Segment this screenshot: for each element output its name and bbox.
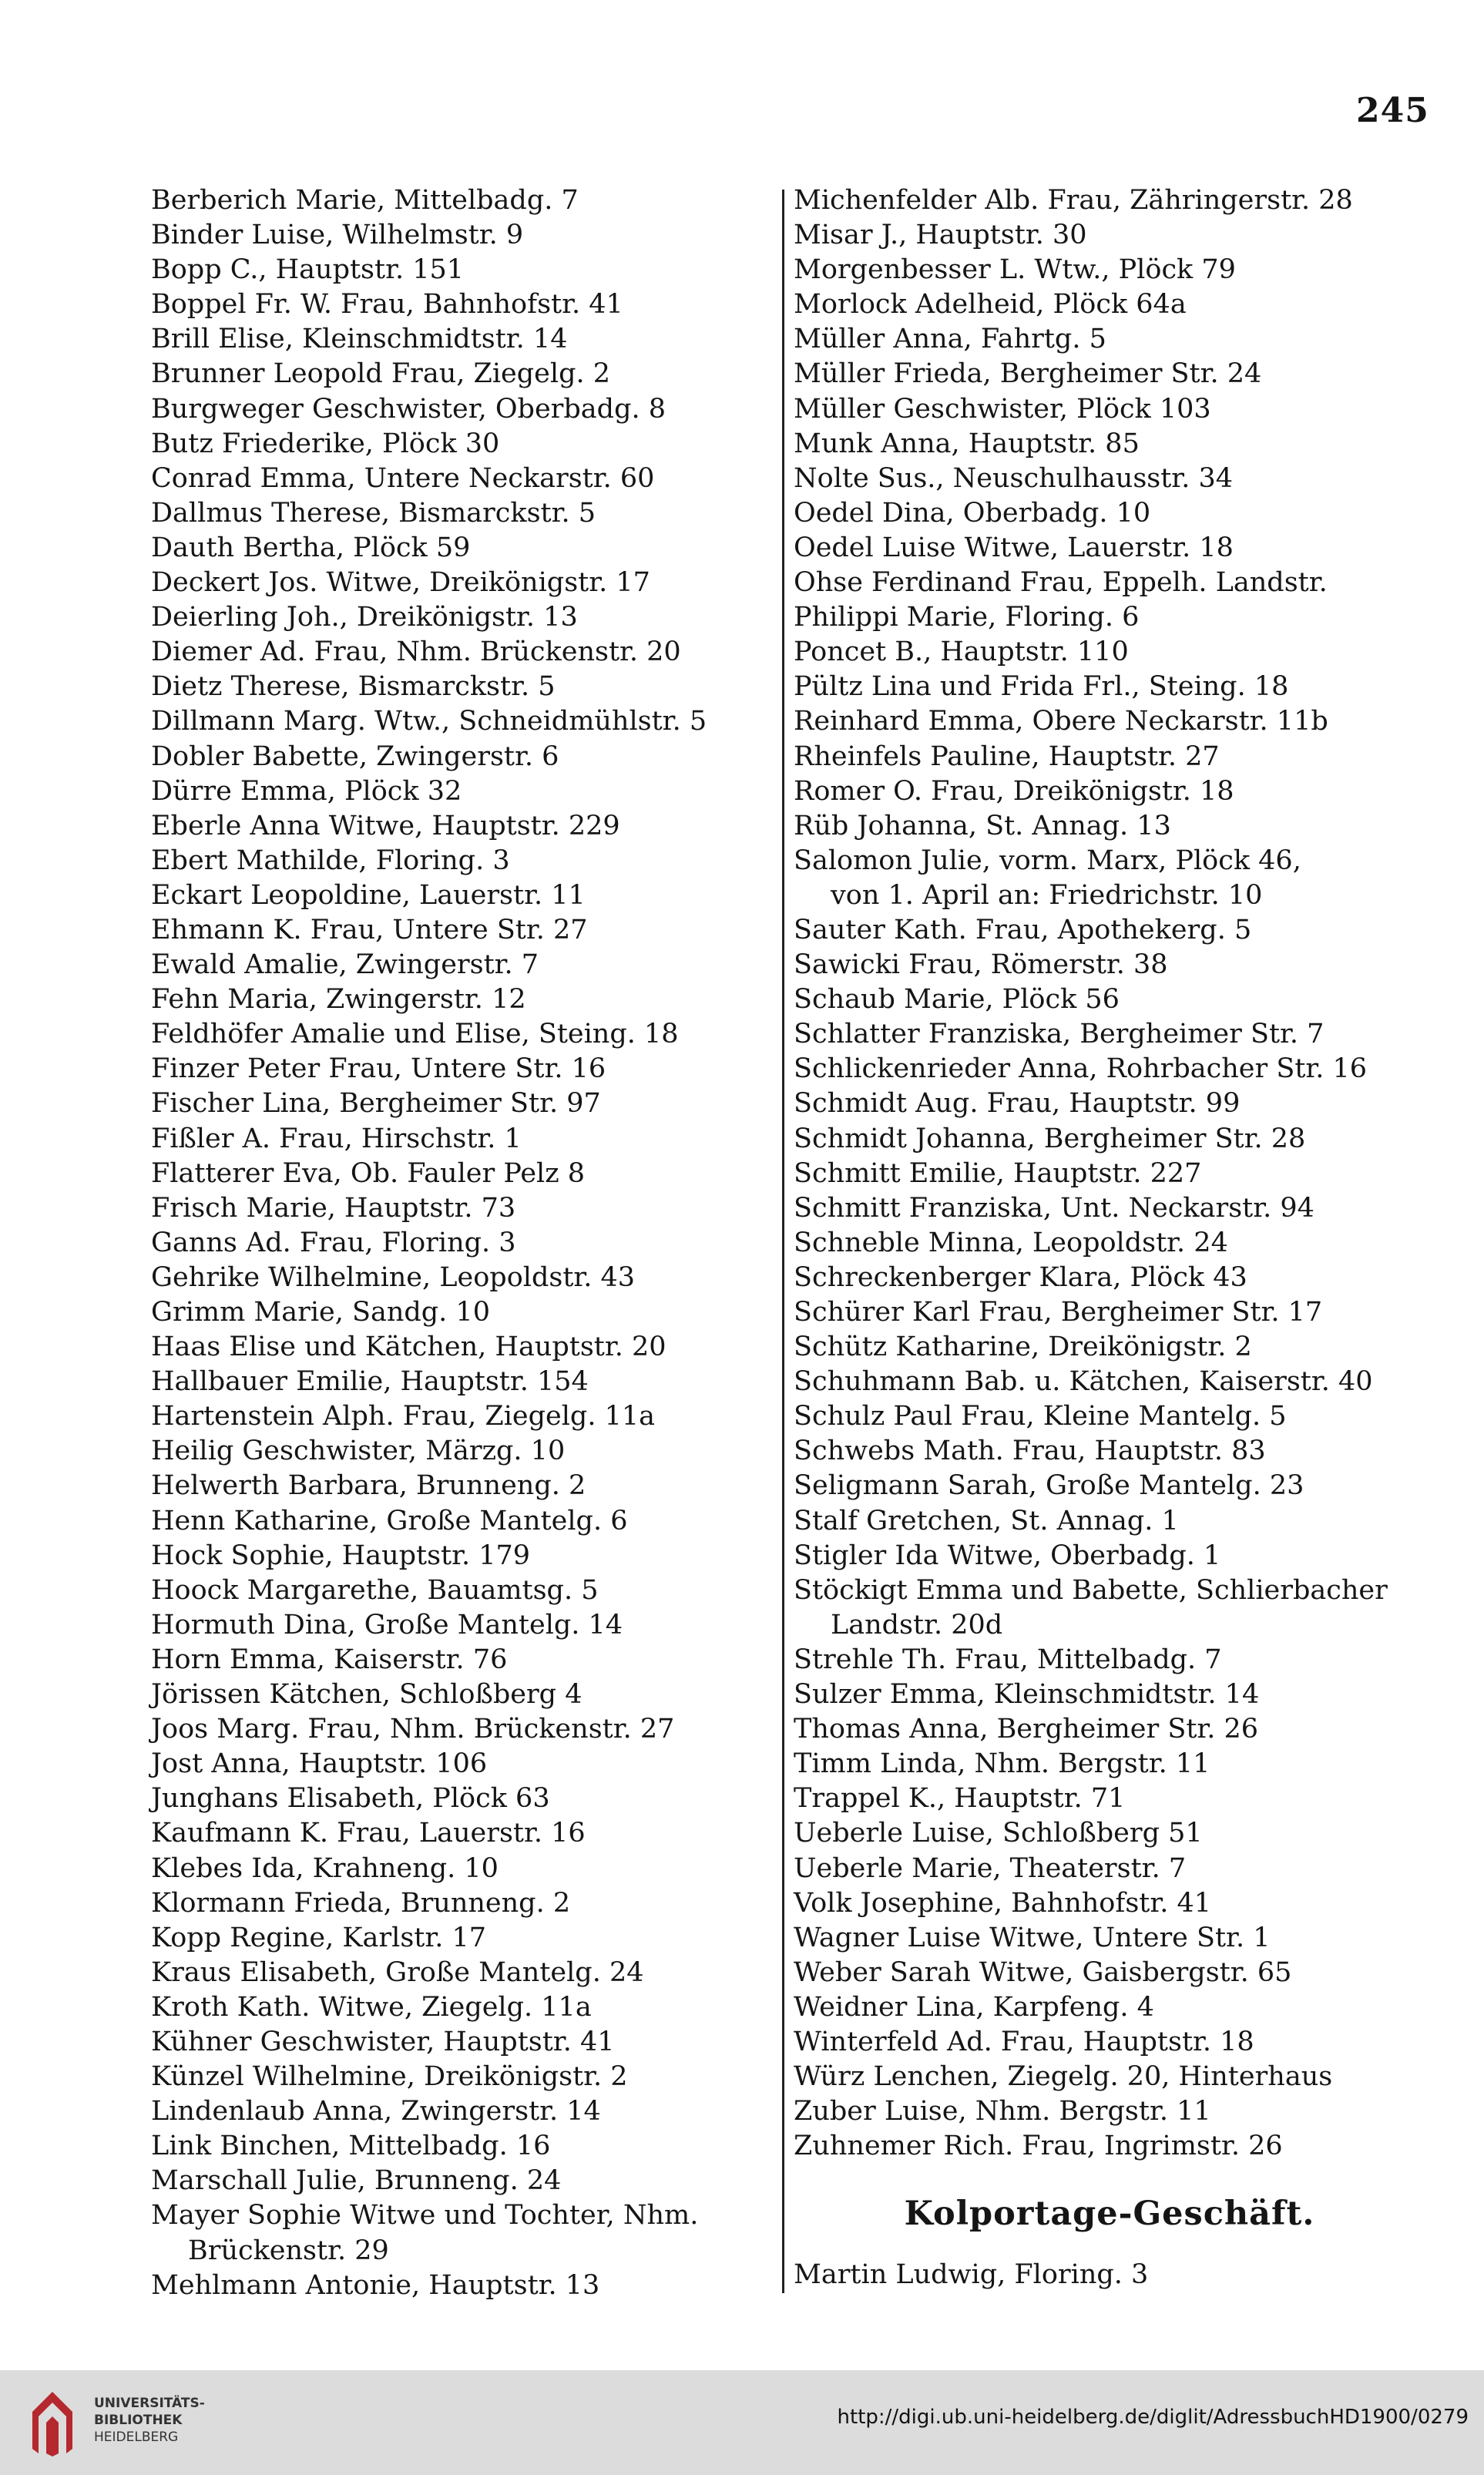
- list-item: Schmitt Emilie, Hauptstr. 227: [794, 1157, 1202, 1189]
- list-item: Klebes Ida, Krahneng. 10: [151, 1852, 499, 1884]
- list-item: Flatterer Eva, Ob. Fauler Pelz 8: [151, 1157, 586, 1189]
- list-item: Salomon Julie, vorm. Marx, Plöck 46,: [794, 845, 1301, 876]
- list-item: Grimm Marie, Sandg. 10: [151, 1297, 490, 1328]
- list-item: Brunner Leopold Frau, Ziegelg. 2: [151, 358, 611, 390]
- list-item: Ehmann K. Frau, Untere Str. 27: [151, 914, 588, 945]
- list-item: Sulzer Emma, Kleinschmidtstr. 14: [794, 1679, 1260, 1711]
- list-item: Munk Anna, Hauptstr. 85: [794, 428, 1140, 459]
- list-item: Diemer Ad. Frau, Nhm. Brückenstr. 20: [151, 636, 681, 668]
- list-item: Schaub Marie, Plöck 56: [794, 984, 1120, 1016]
- section-entry: Martin Ludwig, Floring. 3: [794, 2259, 1149, 2290]
- list-item: Burgweger Geschwister, Oberbadg. 8: [151, 393, 666, 425]
- list-item: Schulz Paul Frau, Kleine Mantelg. 5: [794, 1401, 1287, 1432]
- list-item: Gehrike Wilhelmine, Leopoldstr. 43: [151, 1261, 636, 1293]
- list-item: Feldhöfer Amalie und Elise, Steing. 18: [151, 1019, 679, 1050]
- list-item: Hallbauer Emilie, Hauptstr. 154: [151, 1366, 589, 1398]
- list-item: Pültz Lina und Frida Frl., Steing. 18: [794, 671, 1289, 703]
- list-item: Jost Anna, Hauptstr. 106: [151, 1748, 488, 1780]
- list-item: Deierling Joh., Dreikönigstr. 13: [151, 602, 578, 633]
- list-item: Stigler Ida Witwe, Oberbadg. 1: [794, 1540, 1221, 1571]
- list-item: Ueberle Marie, Theaterstr. 7: [794, 1852, 1187, 1884]
- list-item: Eckart Leopoldine, Lauerstr. 11: [151, 879, 586, 911]
- library-name: [94, 2395, 205, 2446]
- list-item: Zuhnemer Rich. Frau, Ingrimstr. 26: [794, 2131, 1283, 2162]
- list-item: Hock Sophie, Hauptstr. 179: [151, 1540, 531, 1571]
- list-item: Reinhard Emma, Obere Neckarstr. 11b: [794, 706, 1328, 737]
- list-item: Henn Katharine, Große Mantelg. 6: [151, 1505, 628, 1536]
- list-item: Oedel Luise Witwe, Lauerstr. 18: [794, 532, 1234, 563]
- list-item: Conrad Emma, Untere Neckarstr. 60: [151, 462, 655, 494]
- list-item: Horn Emma, Kaiserstr. 76: [151, 1644, 508, 1675]
- list-item: Rüb Johanna, St. Annag. 13: [794, 810, 1171, 841]
- list-item: Oedel Dina, Oberbadg. 10: [794, 497, 1151, 529]
- list-item: Würz Lenchen, Ziegelg. 20, Hinterhaus: [794, 2061, 1333, 2093]
- list-item: Boppel Fr. W. Frau, Bahnhofstr. 41: [151, 289, 623, 321]
- list-item: Dobler Babette, Zwingerstr. 6: [151, 740, 559, 772]
- list-item: Philippi Marie, Floring. 6: [794, 602, 1140, 633]
- list-item: Morlock Adelheid, Plöck 64a: [794, 289, 1187, 321]
- list-item: Fißler A. Frau, Hirschstr. 1: [151, 1123, 522, 1154]
- list-item: Mehlmann Antonie, Hauptstr. 13: [151, 2269, 600, 2301]
- list-item: Berberich Marie, Mittelbadg. 7: [151, 185, 579, 216]
- list-item: Thomas Anna, Bergheimer Str. 26: [794, 1714, 1259, 1745]
- page-number: 245: [1356, 91, 1429, 130]
- list-item: Schuhmann Bab. u. Kätchen, Kaiserstr. 40: [794, 1366, 1373, 1398]
- list-item: Kopp Regine, Karlstr. 17: [151, 1922, 487, 1953]
- list-item: Nolte Sus., Neuschulhausstr. 34: [794, 462, 1233, 494]
- list-item: Hormuth Dina, Große Mantelg. 14: [151, 1609, 623, 1640]
- list-item: Binder Luise, Wilhelmstr. 9: [151, 220, 524, 251]
- list-item: Timm Linda, Nhm. Bergstr. 11: [794, 1748, 1210, 1780]
- list-item: Schmitt Franziska, Unt. Neckarstr. 94: [794, 1192, 1314, 1224]
- list-item: Volk Josephine, Bahnhofstr. 41: [794, 1887, 1212, 1919]
- list-item: von 1. April an: Friedrichstr. 10: [831, 879, 1263, 911]
- list-item: Müller Frieda, Bergheimer Str. 24: [794, 358, 1262, 390]
- list-item: Kaufmann K. Frau, Lauerstr. 16: [151, 1818, 586, 1849]
- source-url-link[interactable]: http://digi.ub.uni-heidelberg.de/diglit/AdressbuchHD1900/0279: [837, 2406, 1469, 2429]
- list-item: Bopp C., Hauptstr. 151: [151, 254, 465, 286]
- list-item: Michenfelder Alb. Frau, Zähringerstr. 28: [794, 185, 1353, 216]
- list-item: Seligmann Sarah, Große Mantelg. 23: [794, 1470, 1304, 1502]
- list-item: Künzel Wilhelmine, Dreikönigstr. 2: [151, 2061, 628, 2093]
- list-item: Schütz Katharine, Dreikönigstr. 2: [794, 1332, 1252, 1363]
- footer-bar: [0, 2370, 1484, 2475]
- list-item: Landstr. 20d: [831, 1609, 1003, 1640]
- list-item: Haas Elise und Kätchen, Hauptstr. 20: [151, 1332, 666, 1363]
- list-item: Fehn Maria, Zwingerstr. 12: [151, 984, 526, 1016]
- list-item: Stalf Gretchen, St. Annag. 1: [794, 1505, 1179, 1536]
- column-divider: [782, 190, 784, 2293]
- left-column: [151, 183, 767, 2303]
- list-item: Brückenstr. 29: [188, 2235, 389, 2266]
- list-item: Morgenbesser L. Wtw., Plöck 79: [794, 254, 1236, 286]
- library-logo-icon: [17, 2387, 88, 2458]
- list-item: Schlickenrieder Anna, Rohrbacher Str. 16: [794, 1053, 1368, 1085]
- list-item: Helwerth Barbara, Brunneng. 2: [151, 1470, 586, 1502]
- list-item: Brill Elise, Kleinschmidtstr. 14: [151, 324, 568, 355]
- list-item: Schneble Minna, Leopoldstr. 24: [794, 1227, 1228, 1258]
- list-item: Misar J., Hauptstr. 30: [794, 220, 1087, 251]
- list-item: Strehle Th. Frau, Mittelbadg. 7: [794, 1644, 1222, 1675]
- list-item: Poncet B., Hauptstr. 110: [794, 636, 1129, 668]
- library-name-line-2: BIBLIOTHEK: [94, 2413, 183, 2428]
- section-heading: Kolportage-Geschäft.: [904, 2195, 1315, 2233]
- list-item: Lindenlaub Anna, Zwingerstr. 14: [151, 2096, 601, 2127]
- list-item: Schmidt Johanna, Bergheimer Str. 28: [794, 1123, 1306, 1154]
- list-item: Joos Marg. Frau, Nhm. Brückenstr. 27: [151, 1714, 675, 1745]
- list-item: Mayer Sophie Witwe und Tochter, Nhm.: [151, 2200, 699, 2232]
- list-item: Schürer Karl Frau, Bergheimer Str. 17: [794, 1297, 1323, 1328]
- list-item: Kraus Elisabeth, Große Mantelg. 24: [151, 1956, 644, 1988]
- list-item: Ebert Mathilde, Floring. 3: [151, 845, 510, 876]
- list-item: Fischer Lina, Bergheimer Str. 97: [151, 1088, 601, 1120]
- list-item: Dillmann Marg. Wtw., Schneidmühlstr. 5: [151, 706, 707, 737]
- list-item: Dauth Bertha, Plöck 59: [151, 532, 471, 563]
- list-item: Weidner Lina, Karpfeng. 4: [794, 1991, 1154, 2023]
- list-item: Kroth Kath. Witwe, Ziegelg. 11a: [151, 1991, 592, 2023]
- list-item: Schlatter Franziska, Bergheimer Str. 7: [794, 1019, 1325, 1050]
- list-item: Kühner Geschwister, Hauptstr. 41: [151, 2026, 615, 2057]
- list-item: Link Binchen, Mittelbadg. 16: [151, 2131, 551, 2162]
- list-item: Ueberle Luise, Schloßberg 51: [794, 1818, 1203, 1849]
- library-name-line-3: HEIDELBERG: [94, 2430, 179, 2445]
- list-item: Romer O. Frau, Dreikönigstr. 18: [794, 775, 1234, 807]
- list-item: Wagner Luise Witwe, Untere Str. 1: [794, 1922, 1271, 1953]
- list-item: Klormann Frieda, Brunneng. 2: [151, 1887, 571, 1919]
- list-item: Finzer Peter Frau, Untere Str. 16: [151, 1053, 606, 1085]
- right-column: [794, 183, 1410, 2164]
- list-item: Dietz Therese, Bismarckstr. 5: [151, 671, 556, 703]
- list-item: Winterfeld Ad. Frau, Hauptstr. 18: [794, 2026, 1254, 2057]
- list-item: Heilig Geschwister, Märzg. 10: [151, 1436, 566, 1467]
- list-item: Sawicki Frau, Römerstr. 38: [794, 949, 1168, 981]
- list-item: Müller Geschwister, Plöck 103: [794, 393, 1211, 425]
- list-item: Deckert Jos. Witwe, Dreikönigstr. 17: [151, 567, 650, 599]
- list-item: Schreckenberger Klara, Plöck 43: [794, 1261, 1247, 1293]
- list-item: Zuber Luise, Nhm. Bergstr. 11: [794, 2096, 1211, 2127]
- list-item: Dallmus Therese, Bismarckstr. 5: [151, 497, 596, 529]
- list-item: Dürre Emma, Plöck 32: [151, 775, 462, 807]
- list-item: Butz Friederike, Plöck 30: [151, 428, 500, 459]
- library-name-line-1: UNIVERSITÄTS-: [94, 2396, 205, 2411]
- list-item: Frisch Marie, Hauptstr. 73: [151, 1192, 516, 1224]
- list-item: Jörissen Kätchen, Schloßberg 4: [151, 1679, 583, 1711]
- list-item: Weber Sarah Witwe, Gaisbergstr. 65: [794, 1956, 1292, 1988]
- list-item: Marschall Julie, Brunneng. 24: [151, 2165, 562, 2197]
- list-item: Müller Anna, Fahrtg. 5: [794, 324, 1106, 355]
- list-item: Rheinfels Pauline, Hauptstr. 27: [794, 740, 1220, 772]
- list-item: Ohse Ferdinand Frau, Eppelh. Landstr.: [794, 567, 1328, 599]
- list-item: Hoock Margarethe, Bauamtsg. 5: [151, 1574, 599, 1606]
- list-item: Trappel K., Hauptstr. 71: [794, 1783, 1126, 1815]
- list-item: Schwebs Math. Frau, Hauptstr. 83: [794, 1436, 1266, 1467]
- list-item: Stöckigt Emma und Babette, Schlierbacher: [794, 1574, 1388, 1606]
- list-item: Schmidt Aug. Frau, Hauptstr. 99: [794, 1088, 1241, 1120]
- list-item: Sauter Kath. Frau, Apothekerg. 5: [794, 914, 1252, 945]
- list-item: Junghans Elisabeth, Plöck 63: [151, 1783, 550, 1815]
- list-item: Eberle Anna Witwe, Hauptstr. 229: [151, 810, 620, 841]
- list-item: Ganns Ad. Frau, Floring. 3: [151, 1227, 516, 1258]
- list-item: Ewald Amalie, Zwingerstr. 7: [151, 949, 539, 981]
- list-item: Hartenstein Alph. Frau, Ziegelg. 11a: [151, 1401, 655, 1432]
